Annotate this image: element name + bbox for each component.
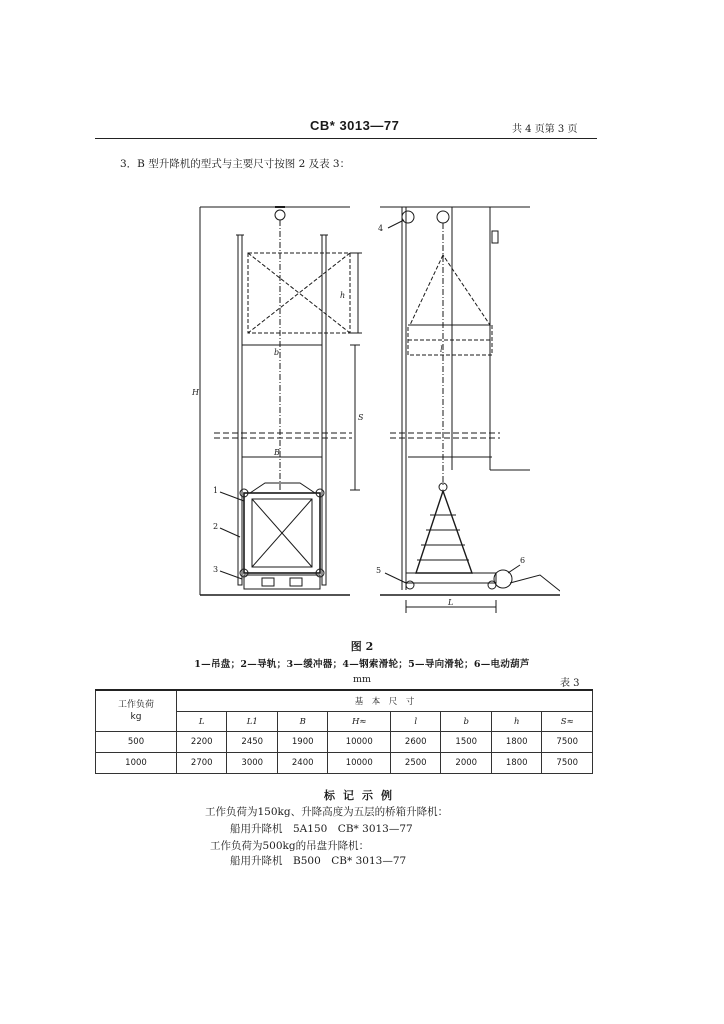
col-header: b bbox=[441, 712, 491, 732]
dim-L-label: L bbox=[448, 598, 454, 607]
dim-s-label: S bbox=[358, 413, 364, 422]
header-rule bbox=[95, 138, 597, 139]
value-cell: 2200 bbox=[177, 732, 227, 753]
label-3: 3 bbox=[213, 565, 219, 574]
table-row bbox=[96, 753, 593, 774]
col-header: S≈ bbox=[542, 712, 593, 732]
load-cell: 1000 bbox=[96, 753, 177, 774]
front-view bbox=[191, 207, 364, 595]
table-row bbox=[96, 732, 593, 753]
dim-H-label: H bbox=[192, 388, 199, 397]
value-cell: 2000 bbox=[441, 753, 491, 774]
value-cell: 7500 bbox=[542, 753, 593, 774]
wire-pulley-icon bbox=[402, 211, 414, 223]
side-view bbox=[376, 207, 560, 613]
dimension-table bbox=[95, 689, 593, 774]
load-header: 工作负荷 kg bbox=[96, 690, 177, 732]
value-cell: 3000 bbox=[227, 753, 277, 774]
label-4: 4 bbox=[378, 224, 384, 233]
value-cell: 10000 bbox=[328, 732, 391, 753]
col-header: l bbox=[391, 712, 441, 732]
value-cell: 1500 bbox=[441, 732, 491, 753]
top-pulley-icon bbox=[275, 210, 285, 220]
value-cell: 2600 bbox=[391, 732, 441, 753]
figure-title: 图 2 bbox=[350, 640, 374, 653]
col-header: H≈ bbox=[328, 712, 391, 732]
value-cell: 1900 bbox=[277, 732, 327, 753]
dim-B-label: B bbox=[274, 448, 280, 457]
value-cell: 2500 bbox=[391, 753, 441, 774]
table-unit: mm bbox=[352, 674, 372, 685]
col-header: L1 bbox=[227, 712, 277, 732]
value-cell: 10000 bbox=[328, 753, 391, 774]
example-title: 标记示例 bbox=[324, 789, 400, 802]
example-line-4: 船用升降机 B500 CB* 3013—77 bbox=[230, 855, 407, 867]
standard-number: CB* 3013—77 bbox=[310, 118, 400, 133]
page-indicator: 共 4 页第 3 页 bbox=[512, 124, 578, 135]
value-cell: 7500 bbox=[542, 732, 593, 753]
col-header: L bbox=[177, 712, 227, 732]
label-6: 6 bbox=[520, 556, 526, 565]
example-line-2: 船用升降机 5A150 CB* 3013—77 bbox=[230, 823, 413, 835]
section-intro: 3．B 型升降机的型式与主要尺寸按图 2 及表 3： bbox=[120, 158, 351, 170]
dim-b-label: b bbox=[274, 348, 280, 357]
example-line-1: 工作负荷为150kg、升降高度为五层的桥箱升降机： bbox=[205, 806, 449, 818]
value-cell: 1800 bbox=[491, 732, 541, 753]
value-cell: 2700 bbox=[177, 753, 227, 774]
dim-h-label: h bbox=[340, 291, 346, 300]
value-cell: 2450 bbox=[227, 732, 277, 753]
dim-l-label-top: l bbox=[440, 345, 443, 354]
figure-2-drawing bbox=[180, 195, 560, 630]
value-cell: 2400 bbox=[277, 753, 327, 774]
figure-legend: 1—吊盘；2—导轨；3—缓冲器；4—钢索滑轮；5—导向滑轮；6—电动葫芦 bbox=[194, 659, 530, 670]
value-cell: 1800 bbox=[491, 753, 541, 774]
col-header: B bbox=[277, 712, 327, 732]
load-cell: 500 bbox=[96, 732, 177, 753]
col-header: h bbox=[491, 712, 541, 732]
label-2: 2 bbox=[213, 522, 219, 531]
example-line-3: 工作负荷为500kg的吊盘升降机： bbox=[210, 840, 370, 852]
group-header: 基 本 尺 寸 bbox=[177, 690, 593, 712]
label-5: 5 bbox=[376, 566, 382, 575]
label-1: 1 bbox=[213, 486, 219, 495]
table-name: 表 3 bbox=[560, 678, 580, 689]
